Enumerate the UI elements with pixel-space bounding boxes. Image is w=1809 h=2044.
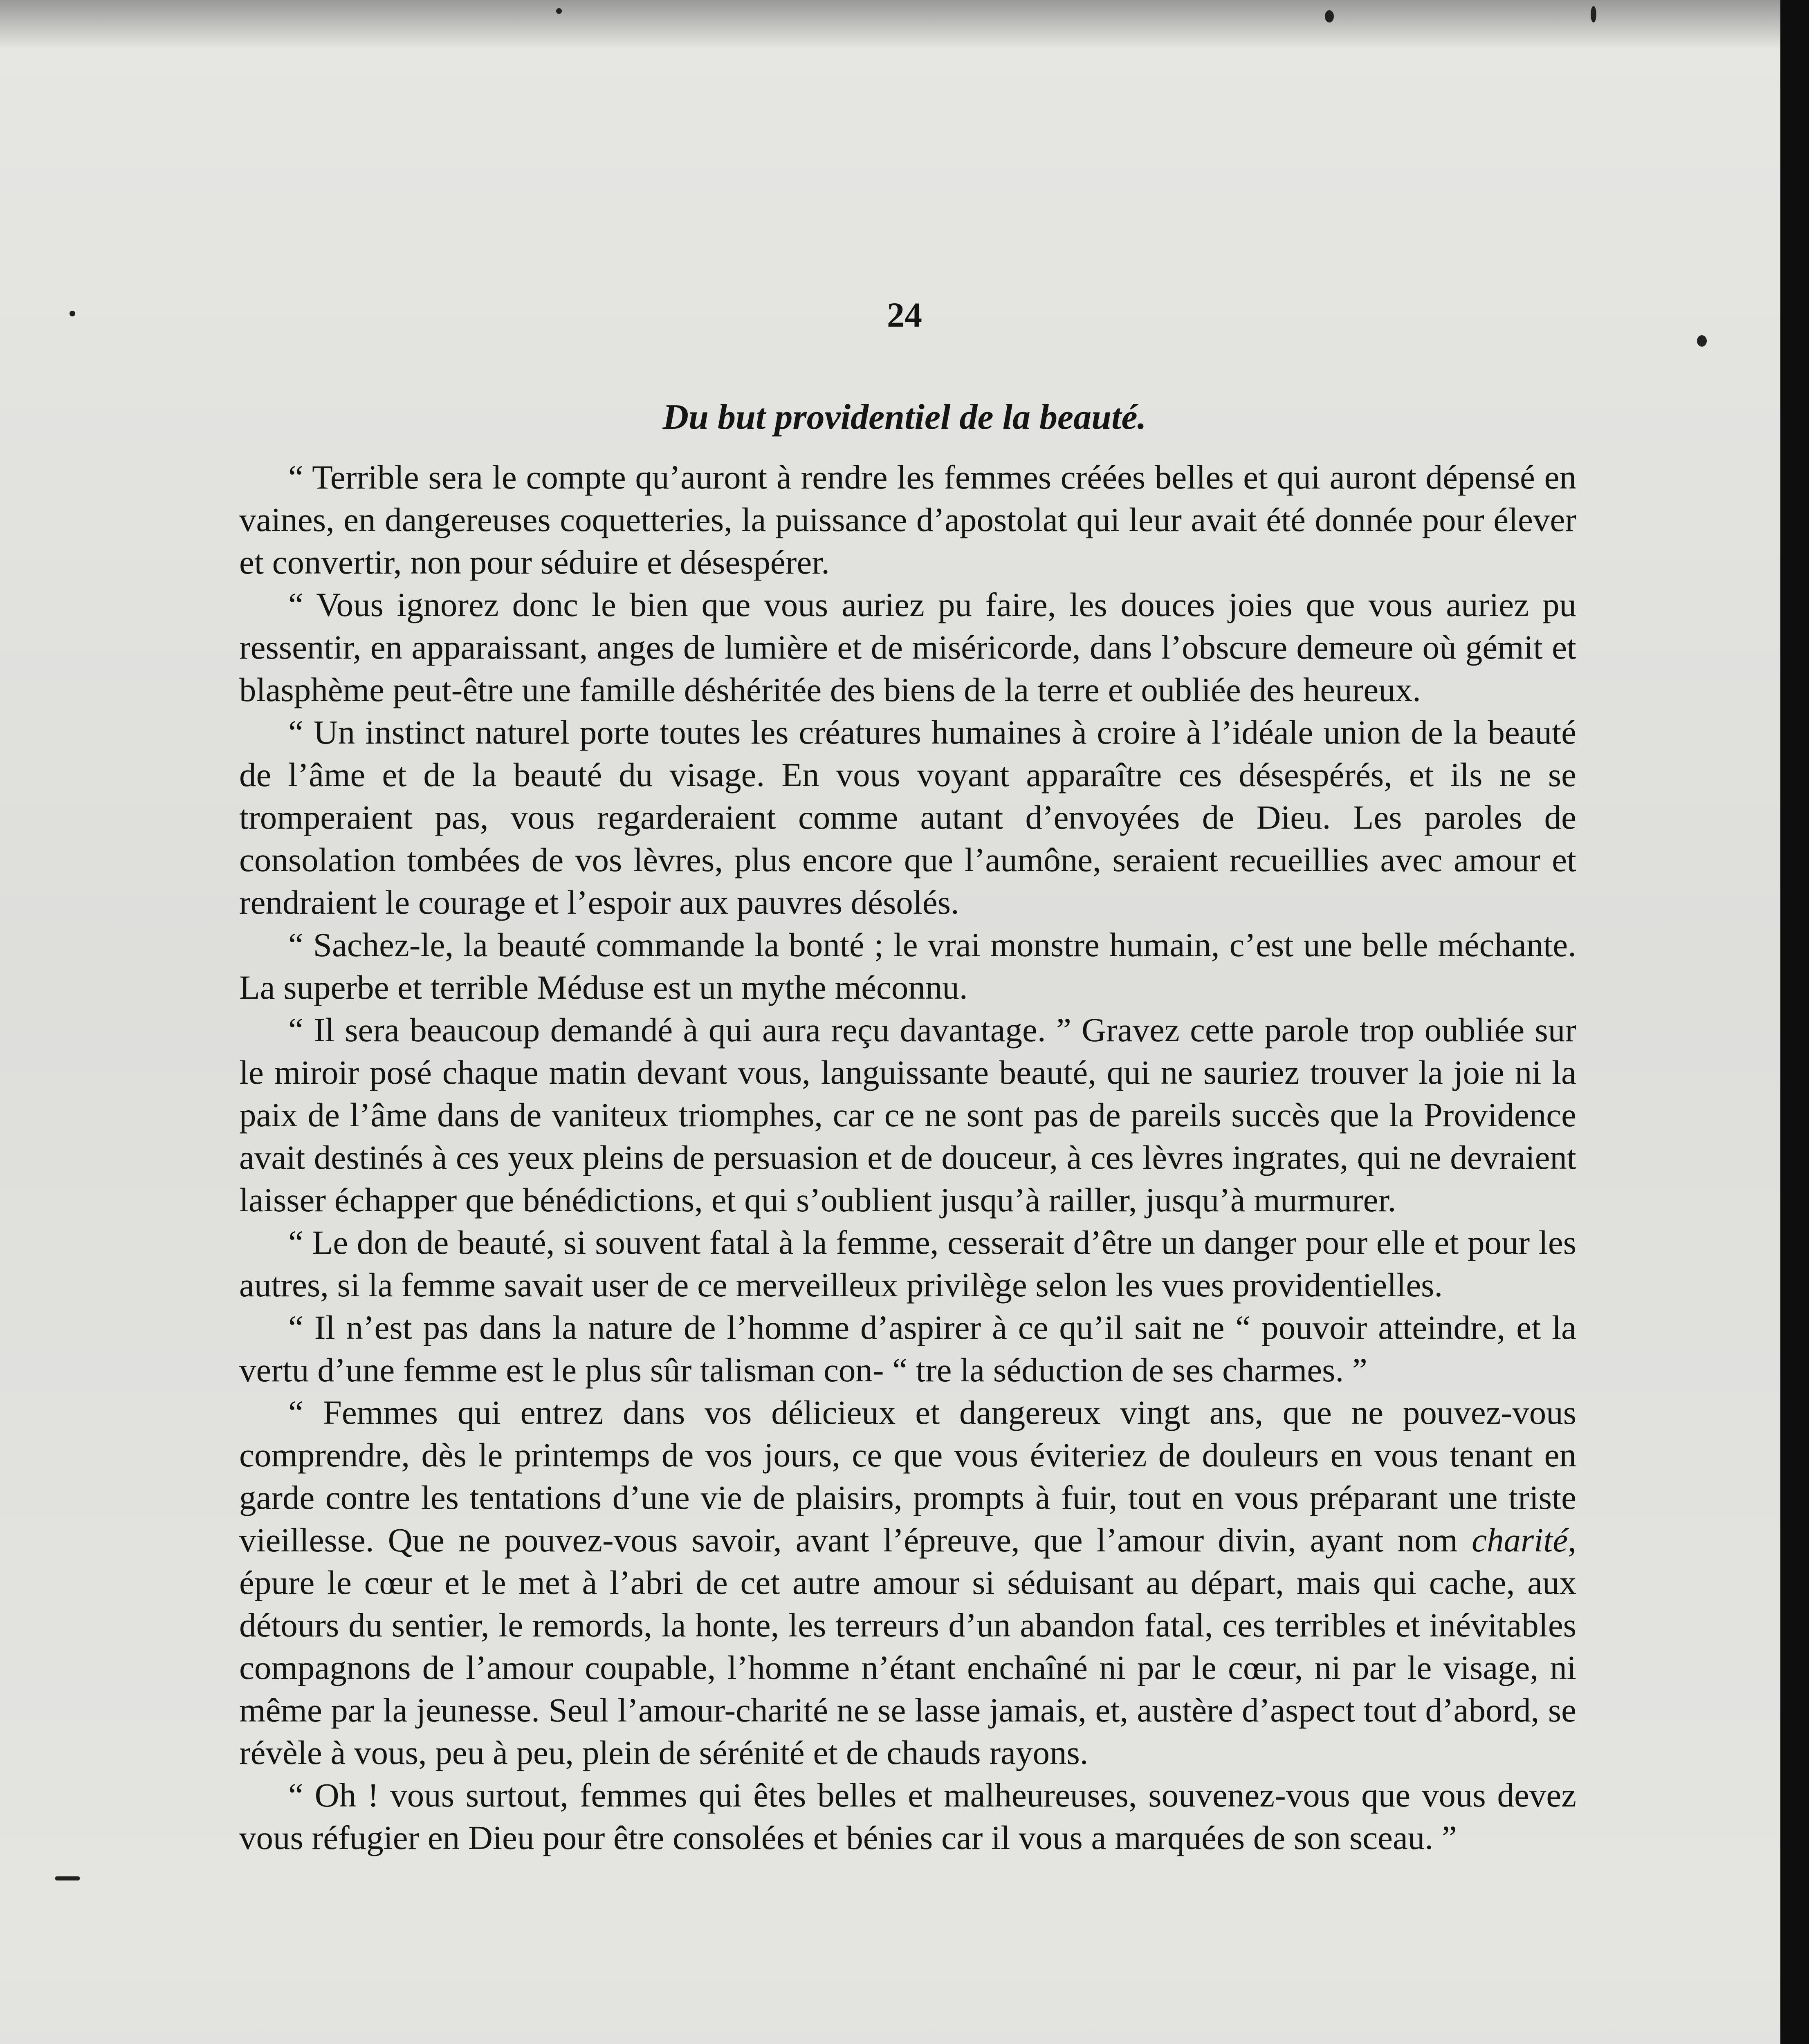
paragraph: “ Terrible sera le compte qu’auront à rendre les femmes créées belles et qui auront dépensé en vaines, en dangereuses coquetteries, la puissance d’apostolat qui leur avait été donnée pour élever et convertir, non pour séduire et désespérer. xyxy=(239,458,1576,581)
dust-speck xyxy=(1325,10,1334,22)
paragraph: “ Vous ignorez donc le bien que vous auriez pu faire, les douces joies que vous auriez pu ressentir, en apparaissant, anges de lumière et de miséricorde, dans l’obscure demeure où gémit et blasphème peut-être une famille déshéritée des biens de la terre et oubliée des heureux. xyxy=(239,586,1576,708)
paragraph: “ Sachez-le, la beauté commande la bonté ; le vrai monstre humain, c’est une belle méchante. La superbe et terrible Méduse est un mythe méconnu. xyxy=(239,926,1576,1006)
page-number: 24 xyxy=(887,295,922,334)
paragraph: “ Il n’est pas dans la nature de l’homme d’aspirer à ce qu’il sait ne “ pouvoir atteindre, et la vertu d’une femme est le plus sûr talisman con- “ tre la séduction de ses charmes. ” xyxy=(239,1309,1576,1389)
body-text xyxy=(239,456,1576,1859)
dust-speck xyxy=(1591,6,1596,22)
dust-speck xyxy=(1697,335,1707,347)
paragraph: “ Il sera beaucoup demandé à qui aura reçu davantage. ” Gravez cette parole trop oubliée sur le miroir posé chaque matin devant vous, languissante beauté, qui ne sauriez trouver la joie ni la paix de l’âme dans de vaniteux triomphes, car ce ne sont pas de pareils succès que la Providence avait destinés à ces yeux pleins de persuasion et de douceur, à ces lèvres ingrates, qui ne devraient laisser échapper que bénédictions, et qui s’oublient jusqu’à railler, jusqu’à murmurer. xyxy=(239,1011,1576,1219)
paragraph: “ Oh ! vous surtout, femmes qui êtes belles et malheureuses, souvenez-vous que vous devez vous réfugier en Dieu pour être consolées et bénies car il vous a marquées de son sceau. ” xyxy=(239,1776,1576,1856)
dust-speck xyxy=(55,1876,80,1880)
page-title: Du but providentiel de la beauté. xyxy=(662,397,1147,437)
top-edge-shadow xyxy=(0,0,1809,49)
paragraph: “ Femmes qui entrez dans vos délicieux et dangereux vingt ans, que ne pouvez-vous comprendre, dès le printemps de vos jours, ce que vous éviteriez de douleurs en vous tenant en garde contre les tentations d’une vie de plaisirs, prompts à fuir, tout en vous préparant une triste vieillesse. Que ne pouvez-vous savoir, avant l’épreuve, que l’amour divin, ayant nom charité, épure le cœur et le met à l’abri de cet autre amour si séduisant au départ, mais qui cache, aux détours du sentier, le remords, la honte, les terreurs d’un abandon fatal, ces terribles et inévitables compagnons de l’amour coupable, l’homme n’étant enchaîné ni par le cœur, ni par le visage, ni même par la jeunesse. Seul l’amour-charité ne se lasse jamais, et, austère d’aspect tout d’abord, se révèle à vous, peu à peu, plein de sérénité et de chauds rayons. xyxy=(239,1394,1576,1771)
emphasized-word: charité xyxy=(1472,1521,1568,1559)
paragraph: “ Le don de beauté, si souvent fatal à la femme, cesserait d’être un danger pour elle et pour les autres, si la femme savait user de ce merveilleux privilège selon les vues providentielles. xyxy=(239,1224,1576,1304)
paragraph: “ Un instinct naturel porte toutes les créatures humaines à croire à l’idéale union de la beauté de l’âme et de la beauté du visage. En vous voyant apparaître ces désespérés, et ils ne se tromperaient pas, vous regarderaient comme autant d’envoyées de Dieu. Les paroles de consolation tombées de vos lèvres, plus encore que l’aumône, seraient recueillies avec amour et rendraient le courage et l’espoir aux pauvres désolés. xyxy=(239,713,1576,921)
dust-speck xyxy=(556,8,562,14)
